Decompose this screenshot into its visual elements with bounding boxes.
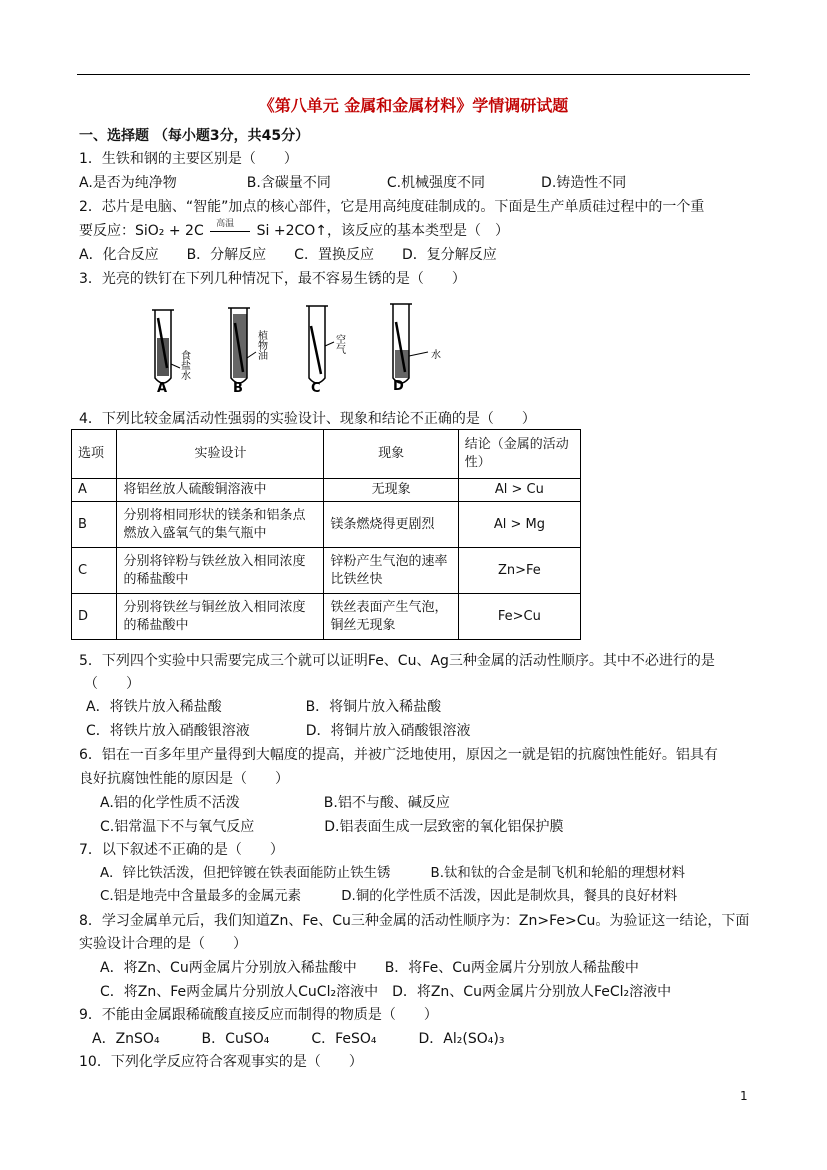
question-6-stem-cont: 良好抗腐蚀性能的原因是（ ） <box>79 771 289 787</box>
table-header-cell: 选项 <box>72 430 117 479</box>
tube-a-label: 食盐水 <box>178 350 190 380</box>
question-8-options-cd: C．将Zn、Fe两金属片分别放人CuCl₂溶液中 D．将Zn、Cu两金属片分别放人FeCl₂溶液中 <box>100 984 672 1000</box>
question-8-options-ab: A．将Zn、Cu两金属片分别放入稀盐酸中 B．将Fe、Cu两金属片分别放人稀盐酸中 <box>100 960 639 976</box>
tube-b-letter: B <box>233 381 243 396</box>
reaction-arrow <box>208 219 252 240</box>
test-tube-b <box>228 308 268 396</box>
question-2-stem: 2．芯片是电脑、“智能”加点的核心部件，它是用高纯度硅制成的。下面是生产单质硅过程中的一个重 <box>79 199 705 215</box>
table-cell: 分别将锌粉与铁丝放入相同浓度的稀盐酸中 <box>117 548 324 594</box>
question-6-options-ab: A.铝的化学性质不活泼 B.铝不与酸、碱反应 <box>100 795 450 811</box>
page-title: 《第八单元 金属和金属材料》学情调研试题 <box>258 96 569 115</box>
table-row <box>72 479 581 502</box>
question-1-options: A.是否为纯净物 B.含碳量不同 C.机械强度不同 D.铸造性不同 <box>79 175 627 191</box>
table-header-cell: 现象 <box>324 430 458 479</box>
question-7-options-cd: C.铝是地壳中含量最多的金属元素 D.铜的化学性质不活泼，因此是制炊具，餐具的良好材料 <box>100 889 678 904</box>
question-10-stem: 10．下列化学反应符合客观事实的是（ ） <box>79 1054 363 1070</box>
question-3-stem: 3．光亮的铁钉在下列几种情况下，最不容易生锈的是（ ） <box>79 271 466 287</box>
header-rule <box>77 74 750 75</box>
question-2-options: A．化合反应 B．分解反应 C．置换反应 D．复分解反应 <box>79 247 497 263</box>
table-cell: Fe>Cu <box>458 594 580 640</box>
test-tubes-figure <box>140 298 460 398</box>
table-cell: 将铝丝放人硫酸铜溶液中 <box>117 479 324 502</box>
question-5-options-ab: A．将铁片放入稀盐酸 B．将铜片放入稀盐酸 <box>86 699 442 715</box>
test-tube-d <box>390 304 441 394</box>
tube-b-label: 植物油 <box>255 330 267 360</box>
question-9-stem: 9．不能由金属跟稀硫酸直接反应而制得的物质是（ ） <box>79 1007 438 1023</box>
table-cell: D <box>72 594 117 640</box>
test-tube-a <box>152 310 191 396</box>
question-4-stem: 4．下列比较金属活动性强弱的实验设计、现象和结论不正确的是（ ） <box>79 411 536 427</box>
table-cell: A <box>72 479 117 502</box>
table-row <box>72 502 581 548</box>
question-1-stem: 1．生铁和钢的主要区别是（ ） <box>79 151 298 167</box>
equation-right: Si +2CO↑，该反应的基本类型是（ ） <box>252 223 510 239</box>
tube-c-label: 空气 <box>333 334 345 354</box>
table-cell: C <box>72 548 117 594</box>
question-7-stem: 7．以下叙述不正确的是（ ） <box>79 842 284 858</box>
section-heading: 一、选择题 （每小题3分，共45分） <box>79 128 310 144</box>
question-8-stem: 8．学习金属单元后，我们知道Zn、Fe、Cu三种金属的活动性顺序为：Zn>Fe>Cu。为验证这一结论，下面 <box>79 913 750 929</box>
question-5-stem: 5．下列四个实验中只需要完成三个就可以证明Fe、Cu、Ag三种金属的活动性顺序。其中不必进行的是 <box>79 653 715 669</box>
equation-left: 要反应：SiO₂ + 2C <box>79 223 209 239</box>
table-cell: 镁条燃烧得更剧烈 <box>324 502 458 548</box>
table-cell: B <box>72 502 117 548</box>
table-row <box>72 594 581 640</box>
test-tube-c <box>306 306 346 396</box>
table-header-cell: 结论（金属的活动性） <box>458 430 580 479</box>
question-5-stem-cont: （ ） <box>84 676 140 692</box>
table-cell: 锌粉产生气泡的速率比铁丝快 <box>324 548 458 594</box>
comparison-table <box>71 429 581 640</box>
reaction-condition: 高温 <box>216 219 235 229</box>
table-cell: Al > Cu <box>458 479 580 502</box>
table-header-row <box>72 430 581 479</box>
table-cell: 分别将铁丝与铜丝放入相同浓度的稀盐酸中 <box>117 594 324 640</box>
question-9-options: A．ZnSO₄ B．CuSO₄ C．FeSO₄ D．Al₂(SO₄)₃ <box>92 1031 505 1047</box>
table-header-cell: 实验设计 <box>117 430 324 479</box>
table-cell: 无现象 <box>324 479 458 502</box>
tube-d-label: 水 <box>431 350 441 361</box>
table-cell: 铁丝表面产生气泡，铜丝无现象 <box>324 594 458 640</box>
tube-c-letter: C <box>311 381 321 396</box>
question-2-equation <box>79 219 510 240</box>
table-cell: Al > Mg <box>458 502 580 548</box>
question-8-stem-cont: 实验设计合理的是（ ） <box>79 936 247 952</box>
question-7-options-ab: A．锌比铁活泼，但把锌镀在铁表面能防止铁生锈 B.钛和钛的合金是制飞机和轮船的理想材料 <box>100 866 686 881</box>
question-6-options-cd: C.铝常温下不与氧气反应 D.铝表面生成一层致密的氧化铝保护膜 <box>100 819 564 835</box>
question-6-stem: 6．铝在一百多年里产量得到大幅度的提高，并被广泛地使用，原因之一就是铝的抗腐蚀性能好。铝具有 <box>79 747 718 763</box>
table-row <box>72 548 581 594</box>
tube-d-letter: D <box>393 379 404 394</box>
question-5-options-cd: C．将铁片放入硝酸银溶液 D．将铜片放入硝酸银溶液 <box>86 723 471 739</box>
table-cell: 分别将相同形状的镁条和铝条点燃放入盛氧气的集气瓶中 <box>117 502 324 548</box>
table-cell: Zn>Fe <box>458 548 580 594</box>
tube-a-letter: A <box>157 381 168 396</box>
page-number: 1 <box>740 1089 748 1103</box>
